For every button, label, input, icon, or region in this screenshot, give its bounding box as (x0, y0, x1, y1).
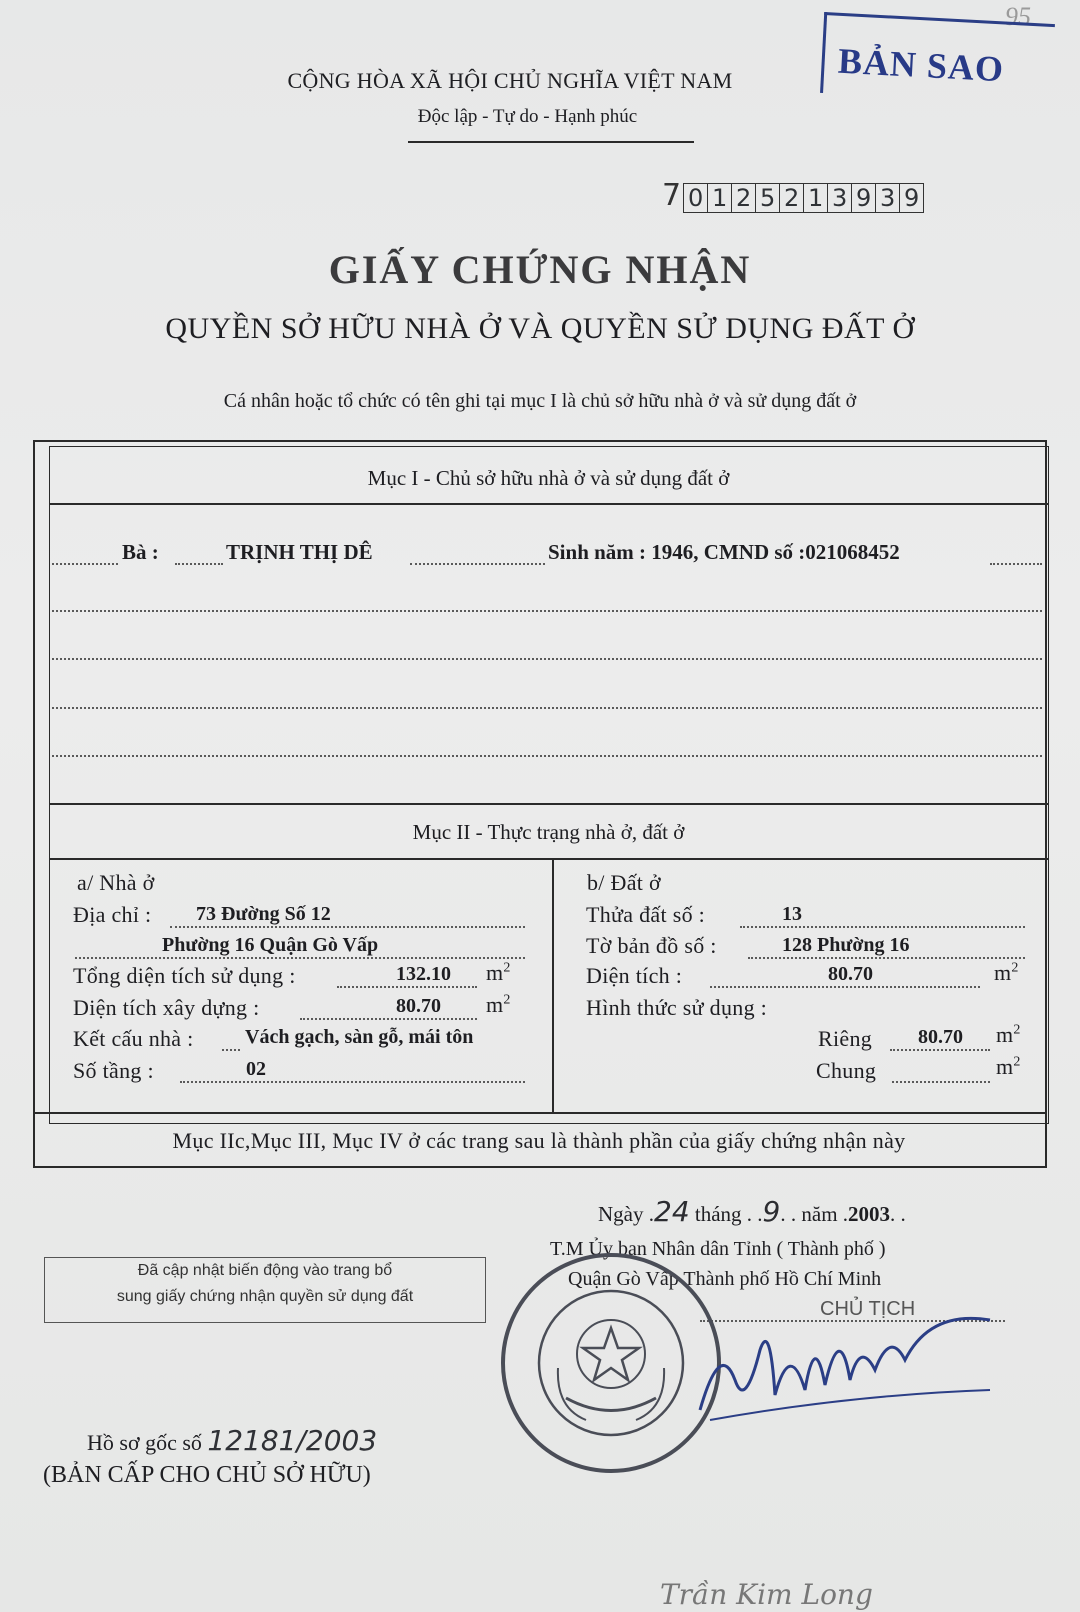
record-label: Hồ sơ gốc số (87, 1430, 202, 1455)
build-area-unit: $m^2$ (486, 992, 511, 1017)
section-2-heading: Mục II - Thực trạng nhà ở, đất ở (412, 820, 685, 844)
section-2-footer-note: Mục IIc,Mục III, Mục IV ở các trang sau là thành phần của giấy chứng nhận này (172, 1128, 906, 1153)
document-intro: Cá nhân hoặc tổ chức có tên ghi tại mục I là chủ sở hữu nhà ở và sử dụng đất ở (223, 390, 857, 412)
dotted-leader (170, 926, 525, 928)
serial-digit: 9 (852, 184, 876, 212)
total-area-unit: $m^2$ (486, 960, 511, 985)
usage-form-label: Hình thức sử dụng : (586, 995, 768, 1020)
house-address-label: Địa chỉ : (73, 902, 152, 927)
structure-value: Vách gạch, sàn gỗ, mái tôn (245, 1026, 474, 1048)
blank-line (52, 610, 1042, 612)
dotted-leader (890, 1049, 990, 1051)
shared-use-unit: $m^2$ (996, 1054, 1021, 1079)
signature-icon (690, 1300, 1020, 1430)
serial-number (662, 178, 924, 213)
section-1-divider (49, 503, 1048, 505)
update-stamp-line2: sung giấy chứng nhận quyền sử dụng đất (116, 1288, 414, 1305)
update-stamp (44, 1257, 486, 1323)
dotted-leader (52, 563, 118, 565)
dotted-leader (222, 1049, 240, 1051)
private-use-label: Riêng (818, 1026, 873, 1051)
owner-title: Bà : (122, 540, 159, 564)
section-2-divider (49, 858, 1048, 860)
private-use-unit: $m^2$ (996, 1022, 1021, 1047)
private-use-value: 80.70 (918, 1026, 963, 1048)
build-area-value: 80.70 (396, 995, 441, 1017)
land-area-label: Diện tích : (586, 963, 683, 988)
dotted-leader (892, 1081, 990, 1083)
dotted-leader (180, 1081, 525, 1083)
serial-prefix: 7 (662, 178, 682, 213)
total-area-value: 132.10 (396, 963, 451, 985)
total-area-label: Tổng diện tích sử dụng : (73, 963, 296, 988)
structure-label: Kết cấu nhà : (73, 1026, 194, 1051)
owner-birth-id: Sinh năm : 1946, CMND số :021068452 (548, 540, 900, 564)
copy-stamp: BẢN SAO (837, 40, 1005, 90)
dotted-leader (748, 957, 1025, 959)
motto-underline (408, 141, 694, 143)
build-area-label: Diện tích xây dựng : (73, 995, 260, 1020)
issue-year: 2003 (848, 1202, 891, 1226)
issue-day: 24 (654, 1195, 690, 1228)
dotted-leader (990, 563, 1042, 565)
serial-digit: 9 (903, 184, 920, 212)
dotted-leader (710, 986, 980, 988)
serial-digit: 5 (756, 184, 780, 212)
document-title: GIẤY CHỨNG NHẬN (328, 247, 752, 292)
record-number-line (87, 1424, 377, 1457)
plot-value: 13 (782, 903, 802, 925)
land-area-unit: $m^2$ (994, 960, 1019, 985)
dotted-leader (740, 926, 1025, 928)
shared-use-label: Chung (816, 1058, 877, 1083)
nation-heading: CỘNG HÒA XÃ HỘI CHỦ NGHĨA VIỆT NAM (287, 68, 733, 93)
dotted-leader (175, 563, 223, 565)
serial-digit-boxes (683, 183, 924, 213)
house-address-line2: Phường 16 Quận Gò Vấp (162, 934, 379, 956)
record-number: 12181/2003 (207, 1424, 378, 1457)
authority-line-2: Quận Gò Vấp Thành phố Hồ Chí Minh (568, 1268, 882, 1290)
dotted-leader (75, 957, 525, 959)
dotted-leader (300, 1018, 477, 1020)
update-stamp-line1: Đã cập nhật biến động vào trang bổ (137, 1262, 393, 1279)
signer-name: Trần Kim Long (660, 1578, 873, 1611)
section-2-column-divider (552, 858, 554, 1112)
floors-value: 02 (246, 1058, 266, 1080)
authority-line-1: T.M Ủy ban Nhân dân Tỉnh ( Thành phố ) (550, 1238, 886, 1260)
floors-label: Số tầng : (73, 1058, 154, 1083)
land-area-value: 80.70 (828, 963, 873, 985)
document-subtitle: QUYỀN SỞ HỮU NHÀ Ở VÀ QUYỀN SỬ DỤNG ĐẤT Ở (165, 312, 915, 345)
dotted-leader (410, 563, 545, 565)
section-2-bottom-divider (33, 1112, 1045, 1114)
dotted-leader (337, 986, 477, 988)
serial-digit: 3 (876, 184, 900, 212)
position-title: CHỦ TỊCH (820, 1298, 916, 1320)
house-heading: a/ Nhà ở (77, 870, 155, 895)
map-sheet-label: Tờ bản đồ số : (586, 933, 717, 958)
owner-name: TRỊNH THỊ DÊ (226, 540, 373, 564)
serial-digit: 0 (684, 184, 708, 212)
house-address-line1: 73 Đường Số 12 (196, 903, 331, 925)
issued-to: (BẢN CẤP CHO CHỦ SỞ HỮU) (43, 1462, 371, 1488)
blank-line (52, 755, 1042, 757)
serial-digit: 3 (828, 184, 852, 212)
blank-line (52, 707, 1042, 709)
issue-date: Ngày .24 tháng . .9. . năm .2003. . (598, 1195, 906, 1228)
serial-digit: 1 (708, 184, 732, 212)
motto: Độc lập - Tự do - Hạnh phúc (417, 106, 638, 127)
serial-digit: 2 (780, 184, 804, 212)
map-sheet-value: 128 Phường 16 (782, 934, 910, 956)
plot-label: Thửa đất số : (586, 902, 706, 927)
serial-digit: 1 (804, 184, 828, 212)
blank-line (52, 658, 1042, 660)
section-2-top-divider (49, 803, 1048, 805)
section-1-heading: Mục I - Chủ sở hữu nhà ở và sử dụng đất ở (367, 466, 730, 490)
corner-handwritten-note: 95 (1005, 2, 1031, 31)
serial-digit: 2 (732, 184, 756, 212)
issue-month: 9 (762, 1195, 781, 1228)
land-heading: b/ Đất ở (587, 870, 661, 895)
